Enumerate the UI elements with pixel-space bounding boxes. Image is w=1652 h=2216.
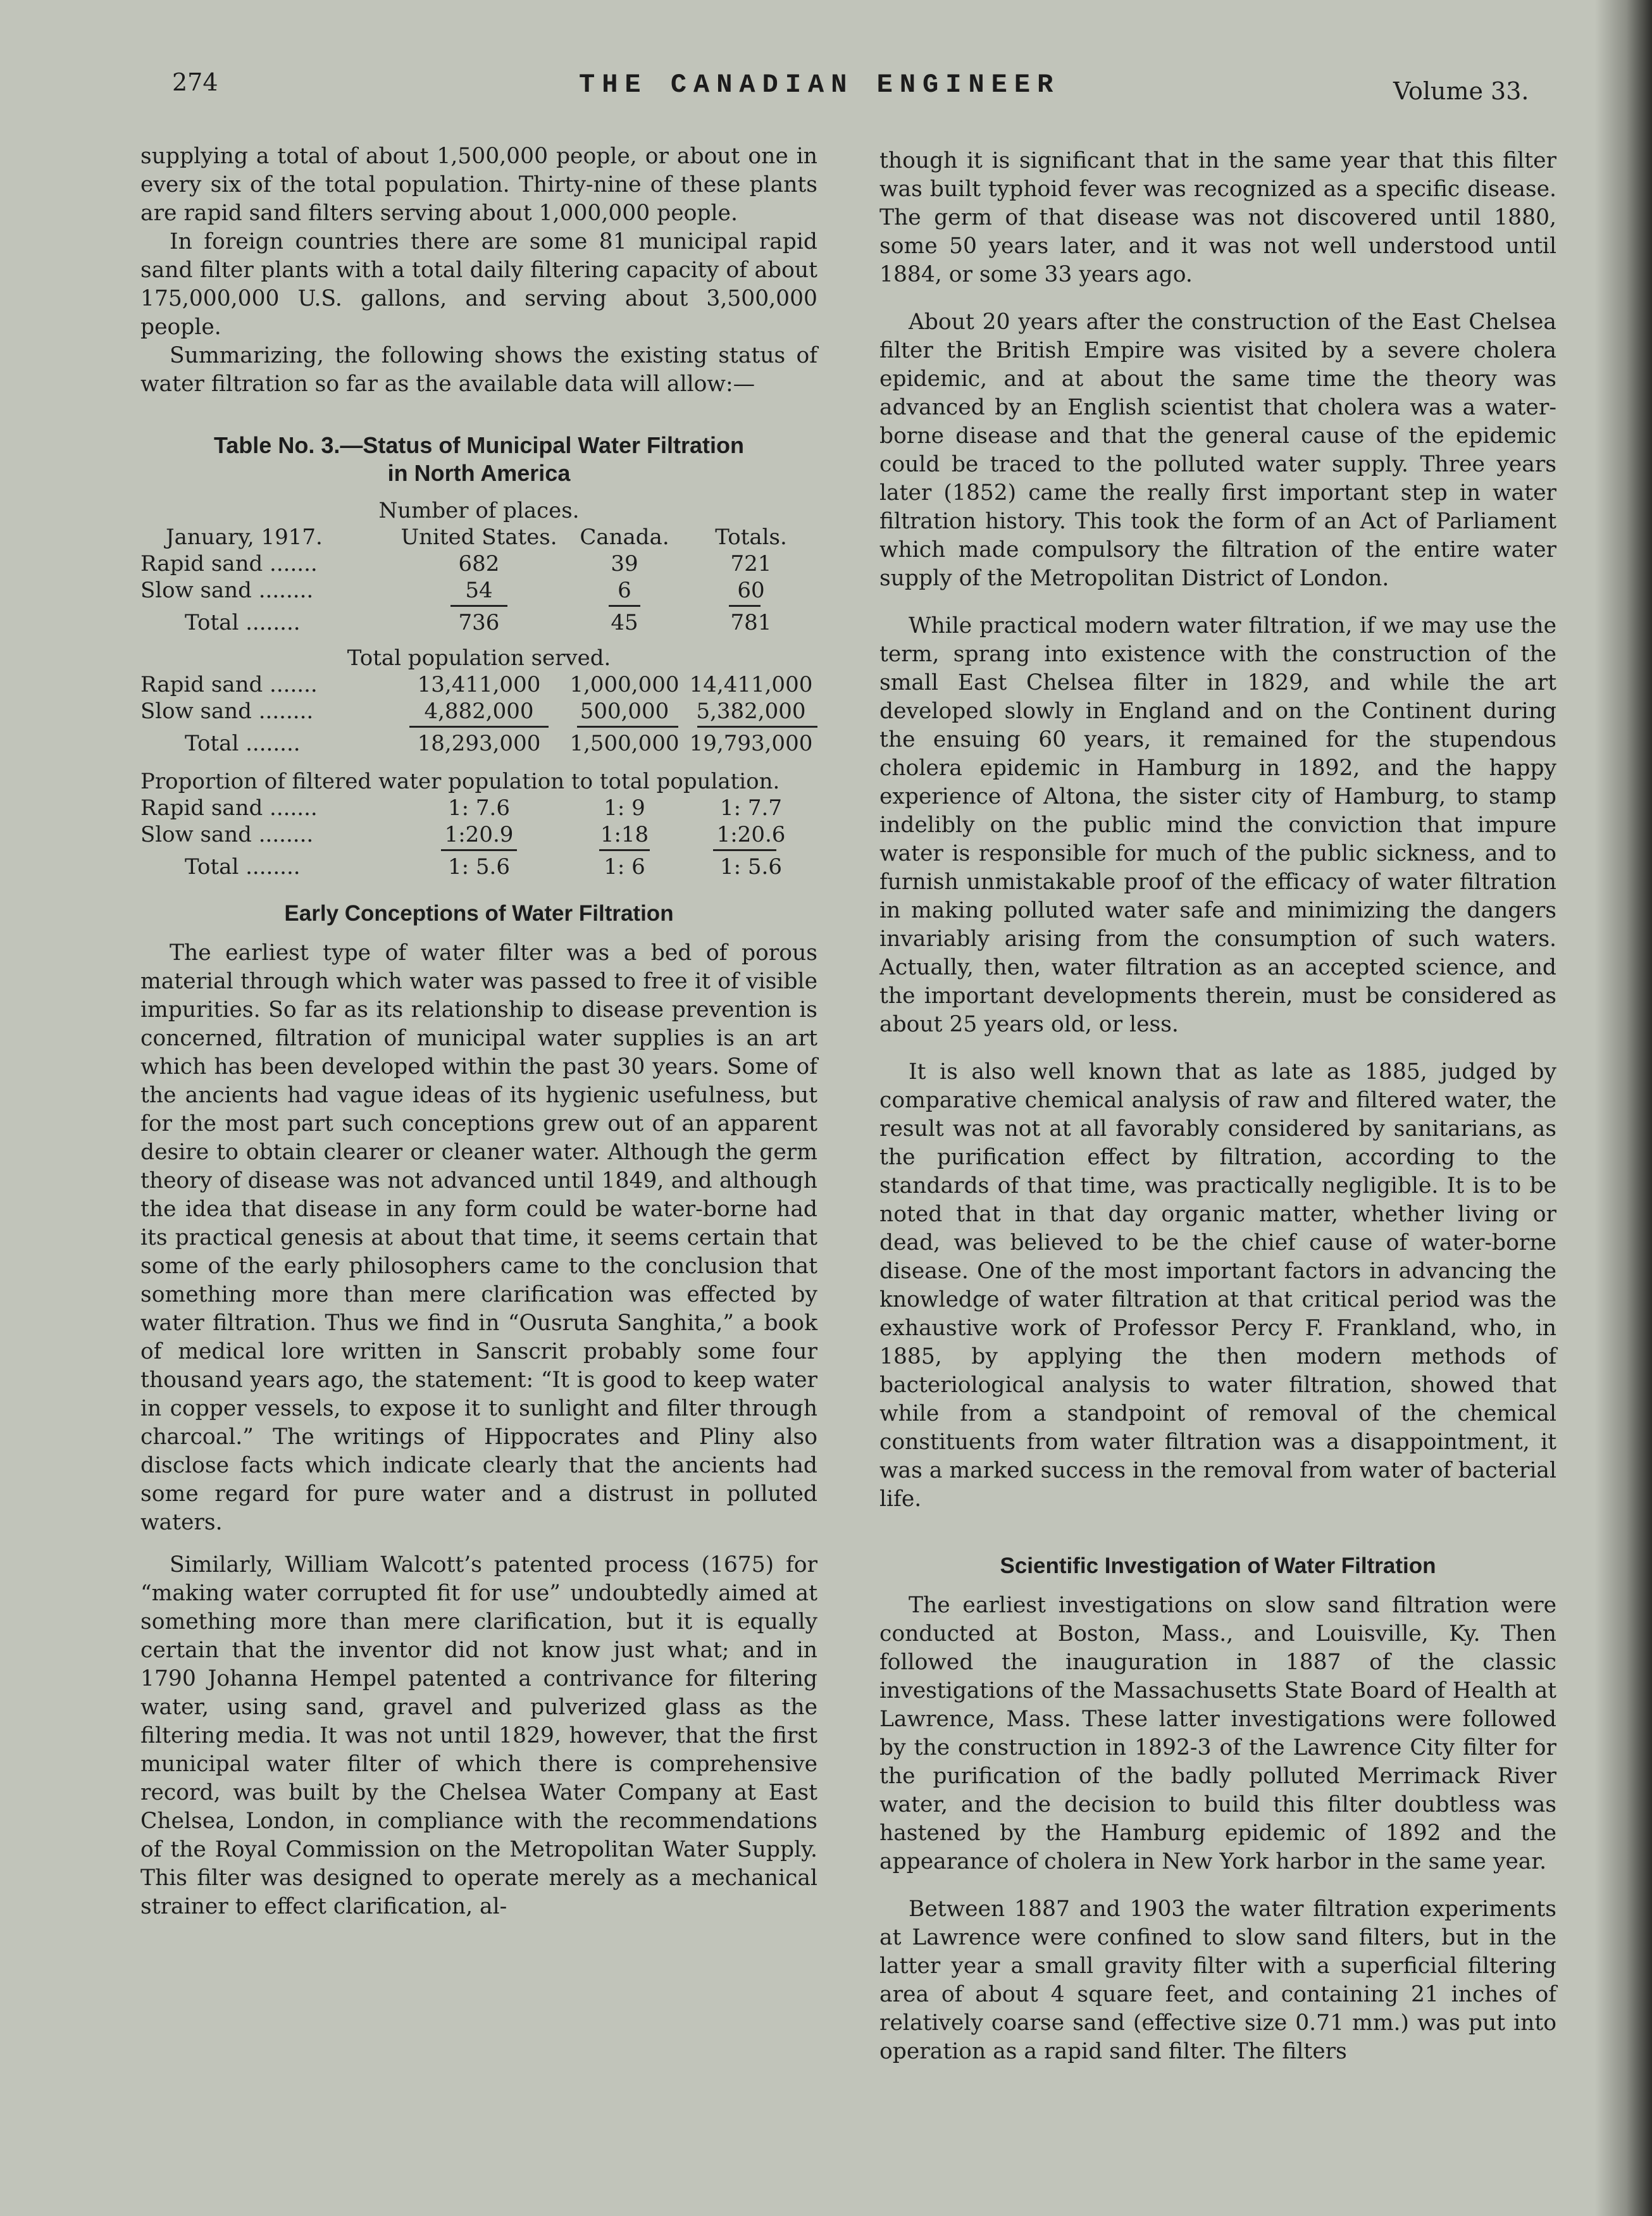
table-title (140, 432, 817, 487)
cell: 1:20.9 (444, 822, 514, 847)
cell: 682 (458, 551, 500, 576)
cell: 1: 5.6 (720, 854, 782, 880)
cell: 1: 7.7 (720, 795, 782, 821)
paragraph: About 20 years after the construction of the East Chelsea filter the British Empire was visited by a severe cholera epidemic, and at about the same time the theory was advanced by an English scientist that cholera was a water-borne disease and that the general cause of the epidemic could be traced to the polluted water supply. Three years later (1852) came the really first important step in water filtration history. This took the form of an Act of Parliament which made compulsory the filtration of the entire water supply of the Metropolitan District of London. (879, 309, 1556, 591)
filtration-table (140, 497, 817, 880)
cell: 1,000,000 (569, 672, 680, 697)
cell: 721 (730, 551, 772, 576)
cell: 500,000 (580, 699, 669, 724)
row-label: Rapid sand ....... (140, 672, 318, 697)
column-header-canada: Canada. (580, 525, 669, 550)
table-section-title: Total population served. (347, 645, 611, 671)
row-label: Total ........ (185, 731, 301, 756)
section-heading: Early Conceptions of Water Filtration (284, 901, 674, 926)
table-row (140, 551, 817, 577)
section-heading: Scientific Investigation of Water Filtration (1000, 1553, 1436, 1578)
row-label: Rapid sand ....... (140, 795, 318, 821)
paragraph: In foreign countries there are some 81 municipal rapid sand filter plants with a total daily filtering capacity of about 175,000,000 U.S. gallons, and serving about 3,500,000 people. (140, 229, 817, 340)
table-row (140, 577, 817, 604)
cell: 1:18 (600, 822, 649, 847)
row-label: Slow sand ........ (140, 699, 314, 724)
table-row (140, 821, 817, 848)
cell: 1: 5.6 (448, 854, 510, 880)
paragraph: though it is significant that in the same year that this filter was built typhoid fever was recognized as a specific disease. The germ of that disease was not discovered until 1880, some 50 years later, and it was not well understood until 1884, or some 33 years ago. (879, 148, 1556, 287)
table-title-line: in North America (387, 460, 571, 486)
cell: 19,793,000 (689, 731, 813, 756)
cell: 13,411,000 (417, 672, 541, 697)
left-column (140, 142, 817, 1921)
paragraph: While practical modern water filtration, if we may use the term, sprang into existence with the construction of the small East Chelsea filter in 1829, and while the art developed slowly in England and on the Continent during the ensuing 60 years, it remained for the stupendous cholera epidemic in Hamburg in 1892, and the happy experience of Altona, the sister city of Hamburg, to stamp indelibly on the public mind the conviction that impure water is responsible for much of the public sickness, and to furnish unmistakable proof of the efficacy of water filtration in making polluted water safe and minimizing the dangers invariably arising from the consumption of such waters. Actually, then, water filtration as an accepted science, and the important developments therein, must be considered as about 25 years old, or less. (879, 613, 1556, 1037)
table-title-line: Table No. 3.—Status of Municipal Water Filtration (213, 432, 745, 458)
paragraph: Between 1887 and 1903 the water filtration experiments at Lawrence were confined to slow sand filters, but in the latter year a small gravity filter with a superficial filtering area of about 4 square feet, and containing 21 inches of relatively coarse sand (effective size 0.71 mm.) was put into operation as a rapid sand filter. The filters (879, 1896, 1556, 2064)
table-total-row (140, 854, 817, 880)
table-row (140, 698, 817, 725)
table-rule (140, 605, 817, 607)
volume-label: Volume 33. (1393, 77, 1529, 105)
binding-shadow (1595, 0, 1652, 2216)
journal-title: THE CANADIAN ENGINEER (579, 70, 1060, 100)
table-section-title: Proportion of filtered water population to total population. (140, 769, 780, 794)
table-row (140, 671, 817, 698)
row-label: Slow sand ........ (140, 822, 314, 847)
table-date-label: January, 1917. (166, 525, 323, 550)
paragraph: supplying a total of about 1,500,000 people, or about one in every six of the total population. Thirty-nine of these plants are rapid sand filters serving about 1,000,000 people. (140, 144, 817, 226)
cell: 736 (458, 610, 500, 635)
cell: 5,382,000 (696, 699, 806, 724)
cell: 4,882,000 (424, 699, 534, 724)
cell: 39 (611, 551, 638, 576)
column-header-us: United States. (401, 525, 557, 550)
table-total-row (140, 609, 817, 636)
row-label: Rapid sand ....... (140, 551, 318, 576)
right-column (879, 147, 1556, 2066)
paragraph: The earliest investigations on slow sand filtration were conducted at Boston, Mass., and Louisville, Ky. Then followed the inauguration in 1887 of the classic investigations of the Massachusetts State Board of Health at Lawrence, Mass. These latter investigations were followed by the construction in 1892-3 of the Lawrence City filter for the purification of the badly polluted Merrimack River water, and the decision to build this filter doubtless was hastened by the Hamburg epidemic of 1892 and the appearance of cholera in New York harbor in the same year. (879, 1593, 1556, 1874)
cell: 1: 9 (604, 795, 645, 821)
row-label: Slow sand ........ (140, 578, 314, 603)
row-label: Total ........ (185, 854, 301, 880)
paragraph: Summarizing, the following shows the existing status of water filtration so far as the available data will allow:— (140, 343, 817, 397)
cell: 781 (730, 610, 772, 635)
cell: 18,293,000 (417, 731, 541, 756)
column-header-totals: Totals. (715, 525, 787, 550)
table-section-title: Number of places. (378, 498, 580, 523)
cell: 45 (611, 610, 638, 635)
cell: 54 (465, 578, 493, 603)
table-total-row (140, 730, 817, 757)
cell: 1,500,000 (569, 731, 680, 756)
paragraph: The earliest type of water filter was a bed of porous material through which water was passed to free it of visible impurities. So far as its relationship to disease prevention is concerned, filtration of municipal water supplies is an art which has been developed within the past 30 years. Some of the ancients had vague ideas of its hygienic usefulness, but for the most part such conceptions grew out of an apparent desire to obtain clearer or cleaner water. Although the germ theory of disease was not advanced until 1849, and although the idea that disease in any form could be water-borne had its practical genesis at about that time, it seems certain that some of the early philosophers came to the conclusion that something more than mere clarification was effected by water filtration. Thus we find in “Ousruta Sanghita,” a book of medical lore written in Sanscrit probably some four thousand years ago, the statement: “It is good to keep water in copper vessels, to expose it to sunlight and filter through charcoal.” The writings of Hippocrates and Pliny also disclose facts which indicate clearly that the ancients had some regard for pure water and a distrust in polluted waters. (140, 940, 817, 1535)
table-rule (140, 726, 817, 728)
table-rule (140, 849, 817, 851)
table-row (140, 795, 817, 821)
row-label: Total ........ (185, 610, 301, 635)
paragraph: Similarly, William Walcott’s patented process (1675) for “making water corrupted fit for use” undoubtedly aimed at something more than mere clarification, but it is equally certain that the inventor did not know just what; and in 1790 Johanna Hempel patented a contrivance for filtering water, using sand, gravel and pulverized glass as the filtering media. It was not until 1829, however, that the first municipal water filter of which there is comprehensive record, was built by the Chelsea Water Company at East Chelsea, London, in compliance with the recommendations of the Royal Commission on the Metropolitan Water Supply. This filter was designed to operate merely as a mechanical strainer to effect clarification, al- (140, 1552, 817, 1919)
paragraph: It is also well known that as late as 1885, judged by comparative chemical analysis of raw and filtered water, the result was not at all favorably considered by sanitarians, as the purification effect by filtration, according to the standards of that time, was practically negligible. It is to be noted that in that day organic matter, whether living or dead, was believed to be the chief cause of water-borne disease. One of the most important factors in advancing the knowledge of water filtration at that critical period was the exhaustive work of Professor Percy F. Frankland, who, in 1885, by applying the then modern methods of bacteriological analysis to water filtration, showed that while from a standpoint of removal of the chemical constituents from water filtration was a disappointment, it was a marked success in the removal from water of bacterial life. (879, 1059, 1556, 1512)
cell: 1:20.6 (716, 822, 786, 847)
page-number: 274 (172, 68, 218, 96)
cell: 1: 6 (604, 854, 645, 880)
cell: 1: 7.6 (448, 795, 510, 821)
cell: 60 (737, 578, 765, 603)
cell: 14,411,000 (689, 672, 813, 697)
cell: 6 (618, 578, 631, 603)
table-header-row (140, 524, 817, 551)
